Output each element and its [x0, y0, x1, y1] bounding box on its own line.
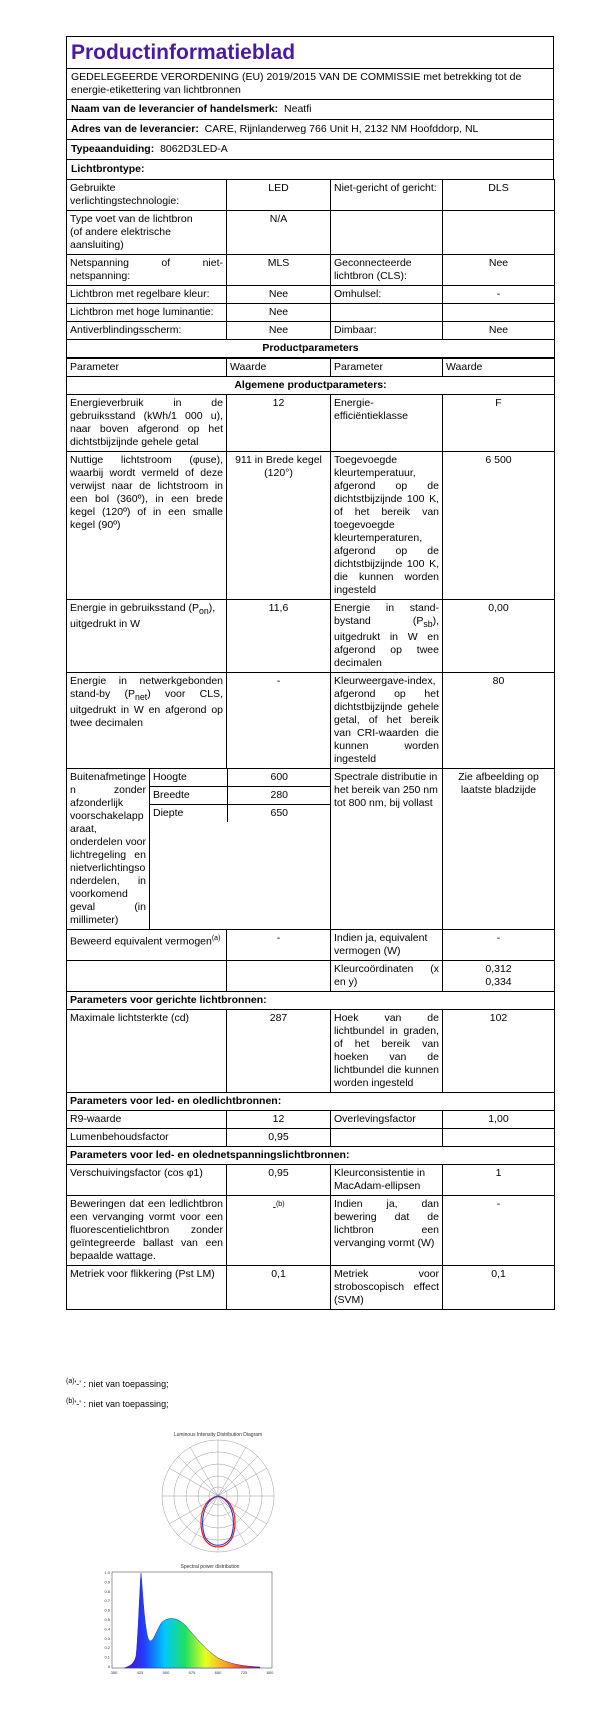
table-row [67, 1111, 555, 1129]
spd-ytick-label: 0 [107, 1664, 110, 1669]
spd-xtick-label: 725 [240, 1670, 248, 1675]
dimensions-table [150, 769, 331, 822]
spd-value: Zie afbeelding op laatste bladzijde [443, 769, 555, 930]
product-parameters-table [66, 358, 555, 1310]
class-label: Energie-efficiëntieklasse [331, 395, 443, 452]
psb-value: 0,00 [443, 600, 555, 673]
directional-label: Niet-gericht of gericht: [331, 180, 443, 211]
high-luminance-label: Lichtbron met hoge luminantie: [67, 304, 227, 322]
pon-label: Energie in gebruiksstand $(P_{on})$, uitgedrukt in W [67, 600, 227, 673]
dim-name: Diepte [150, 805, 227, 823]
table-row [150, 787, 331, 805]
flicker-label: Metriek voor flikkering (Pst LM) [67, 1266, 227, 1310]
page-title: Productinformatieblad [71, 41, 296, 64]
empty-cell [227, 961, 331, 992]
lichtbrontype-row [66, 159, 554, 179]
mains-value: MLS [227, 255, 331, 286]
envelope-value: - [443, 286, 555, 304]
r9-label: R9-waarde [67, 1111, 227, 1129]
table-row [67, 992, 555, 1010]
spd-curve [124, 1573, 260, 1668]
footnotes [66, 1373, 169, 1413]
spd-ytick-label: 0.2 [104, 1645, 110, 1651]
empty-cell [67, 961, 227, 992]
spd-ytick-label: 0.6 [104, 1607, 110, 1613]
survival-label: Overlevingsfactor [331, 1111, 443, 1129]
stroboscopic-label: Metriek voor stroboscopisch effect (SVM) [331, 1266, 443, 1310]
flicker-value: 0,1 [227, 1266, 331, 1310]
table-row [67, 769, 555, 930]
table-row [67, 255, 555, 286]
table-row [150, 805, 331, 823]
spd-xtick-label: 425 [136, 1670, 144, 1675]
spd-ytick-label: 0.3 [104, 1635, 110, 1641]
table-row [67, 180, 555, 211]
led-header: Parameters voor led- en oledlichtbronnen: [67, 1093, 555, 1111]
dimmable-label: Dimbaar: [331, 322, 443, 340]
empty-cell [443, 211, 555, 255]
light-source-type-table [66, 179, 555, 358]
replacement-claim-value: -$^{(b)}$ [227, 1196, 331, 1266]
class-value: F [443, 395, 555, 452]
spd-ytick-label: 0.9 [104, 1579, 110, 1585]
dimensions-label: Buitenafmetingen zonder afzonderlijk voorschakelapparaat, onderdelen voor lichtregeling en nietverlichtingsonderdelen, in voorkomend geval (in millimeter) [67, 769, 150, 930]
cap-type-value: N/A [227, 211, 331, 255]
table-row [67, 452, 555, 600]
led-mains-header: Parameters voor led- en olednetspanningslichtbronnen: [67, 1147, 555, 1165]
psb-label: Energie in stand-bystand $(P_{sb})$, uitgedrukt in W en afgerond op twee decimalen [331, 600, 443, 673]
pnet-value: - [227, 673, 331, 769]
table-row [67, 1266, 555, 1310]
macadam-label: Kleurconsistentie in MacAdam-ellipsen [331, 1165, 443, 1196]
table-row [67, 286, 555, 304]
dim-value: 280 [227, 787, 331, 805]
anti-glare-value: Nee [227, 322, 331, 340]
spd-xtick-label: 500 [162, 1670, 170, 1675]
col-value-2: Waarde [443, 359, 555, 377]
table-row [67, 930, 555, 961]
table-row [67, 211, 555, 255]
if-yes-label: Indien ja, dan bewering dat de lichtbron een vervanging vormt (W) [331, 1196, 443, 1266]
product-parameters-header: Productparameters [67, 340, 555, 358]
spd-ytick-label: 0.8 [104, 1588, 110, 1594]
dim-name: Breedte [150, 787, 227, 805]
stroboscopic-value: 0,1 [443, 1266, 555, 1310]
chromaticity-value: 0,312 0,334 [443, 961, 555, 992]
table-row [67, 322, 555, 340]
spd-xtick-label: 350 [110, 1670, 118, 1675]
empty-cell [331, 304, 443, 322]
anti-glare-label: Antiverblindingsscherm: [67, 322, 227, 340]
peak-intensity-label: Maximale lichtsterkte (cd) [67, 1010, 227, 1093]
cri-value: 80 [443, 673, 555, 769]
spd-ytick-label: 0.7 [104, 1598, 110, 1604]
empty-cell [443, 304, 555, 322]
equiv-power-value: - [443, 930, 555, 961]
spd-title: Spectral power distribution [180, 1564, 240, 1570]
type-row [66, 139, 554, 159]
peak-intensity-value: 287 [227, 1010, 331, 1093]
cap-type-label: Type voet van de lichtbron (of andere elektrische aansluiting) [67, 211, 227, 255]
table-row [67, 961, 555, 992]
cct-label: Toegevoegde kleurtemperatuur, afgerond op de dichtstbijzijnde 100 K, of het bereik van toegevoegde kleurtemperaturen, afgerond op de dichtstbijzijnde 100 K, die kunnen worden ingesteld [331, 452, 443, 600]
spd-xtick-label: 650 [214, 1670, 222, 1675]
chromaticity-label: Kleurcoördinaten (x en y) [331, 961, 443, 992]
general-params-header: Algemene productparameters: [67, 377, 555, 395]
dimmable-value: Nee [443, 322, 555, 340]
title-box [66, 36, 554, 68]
polar-diagram-title: Luminous Intensity Distribution Diagram [173, 1432, 263, 1438]
supplier-row [66, 99, 554, 119]
table-row [150, 769, 331, 787]
spd-ytick-label: 1.0 [104, 1570, 110, 1575]
table-row [67, 340, 555, 358]
dim-name: Hoogte [150, 769, 227, 787]
cct-value: 6 500 [443, 452, 555, 600]
table-row [67, 1165, 555, 1196]
tech-value: LED [227, 180, 331, 211]
flux-value: 911 in Brede kegel (120°) [227, 452, 331, 600]
if-yes-value: - [443, 1196, 555, 1266]
tech-label: Gebruikte verlichtingstechnologie: [67, 180, 227, 211]
col-parameter-2: Parameter [331, 359, 443, 377]
table-row [67, 1129, 555, 1147]
regulation-intro: GEDELEGEERDE VERORDENING (EU) 2019/2015 VAN DE COMMISSIE met betrekking tot de energie-etikettering van lichtbronnen [66, 68, 554, 99]
address-value: CARE, Rijnlanderweg 766 Unit H, 2132 NM Hoofddorp, NL [204, 123, 479, 135]
cos-phi-label: Verschuivingsfactor (cos φ1) [67, 1165, 227, 1196]
table-row [67, 1010, 555, 1093]
high-luminance-value: Nee [227, 304, 331, 322]
spd-label: Spectrale distributie in het bereik van 250 nm tot 800 nm, bij vollast [331, 769, 443, 930]
directional-value: DLS [443, 180, 555, 211]
luminous-intensity-diagram [138, 1428, 298, 1563]
spd-ytick-label: 0.5 [104, 1617, 110, 1622]
lumen-maintenance-label: Lumenbehoudsfactor [67, 1129, 227, 1147]
col-value: Waarde [227, 359, 331, 377]
lichtbrontype-label: Lichtbrontype: [71, 163, 145, 175]
table-row [67, 395, 555, 452]
cls-label: Geconnecteerde lichtbron (CLS): [331, 255, 443, 286]
empty-cell [331, 1129, 443, 1147]
table-row [67, 359, 555, 377]
survival-value: 1,00 [443, 1111, 555, 1129]
empty-cell [331, 211, 443, 255]
beam-angle-label: Hoek van de lichtbundel in graden, of het bereik van hoeken van de lichtbundel die kunnen worden ingesteld [331, 1010, 443, 1093]
table-row [67, 1093, 555, 1111]
beam-angle-value: 102 [443, 1010, 555, 1093]
r9-value: 12 [227, 1111, 331, 1129]
empty-cell [443, 1129, 555, 1147]
tunable-value: Nee [227, 286, 331, 304]
table-row [67, 377, 555, 395]
dimensions-cell [150, 769, 331, 930]
footnote-b: $^{(b)}$'-' : niet van toepassing; [66, 1398, 169, 1409]
supplier-value: Neatfi [284, 103, 312, 115]
energy-label: Energieverbruik in de gebruiksstand (kWh/1 000 u), naar boven afgerond op het dichtstbijzijnde gehele getal [67, 395, 227, 452]
footnote-a: $^{(a)}$'-' : niet van toepassing; [66, 1378, 169, 1389]
claimed-power-value: - [227, 930, 331, 961]
replacement-claim-label: Beweringen dat een ledlichtbron een vervanging vormt voor een fluorescentielichtbron zonder geïntegreerde ballast van een bepaalde wattage. [67, 1196, 227, 1266]
macadam-value: 1 [443, 1165, 555, 1196]
flux-label: Nuttige lichtstroom (φuse), waarbij wordt vermeld of deze verwijst naar de lichtstroom in een bol (360º), in een brede kegel (120º) of in een smalle kegel (90º) [67, 452, 227, 600]
type-value: 8062D3LED-A [160, 143, 228, 155]
mains-label: Netspanning of niet-netspanning: [67, 255, 227, 286]
energy-value: 12 [227, 395, 331, 452]
address-label: Adres van de leverancier: [71, 123, 199, 135]
lumen-maintenance-value: 0,95 [227, 1129, 331, 1147]
equiv-power-label: Indien ja, equivalent vermogen (W) [331, 930, 443, 961]
table-row [67, 600, 555, 673]
table-row [67, 673, 555, 769]
cos-phi-value: 0,95 [227, 1165, 331, 1196]
spd-ytick-label: 0.1 [104, 1654, 110, 1660]
col-parameter: Parameter [67, 359, 227, 377]
spectral-power-distribution [100, 1560, 290, 1680]
dim-value: 600 [227, 769, 331, 787]
claimed-power-label: Beweerd equivalent vermogen$^{(a)}$ [67, 930, 227, 961]
spd-ytick-label: 0.4 [104, 1626, 110, 1632]
spd-xtick-label: 800 [266, 1670, 274, 1675]
cri-label: Kleurweergave-index, afgerond op het dichtstbijzijnde gehele getal, of het bereik van CRI-waarden die kunnen worden ingesteld [331, 673, 443, 769]
supplier-label: Naam van de leverancier of handelsmerk: [71, 103, 279, 115]
table-row [67, 1196, 555, 1266]
dim-value: 650 [270, 807, 289, 820]
type-label: Typeaanduiding: [71, 143, 155, 155]
cls-value: Nee [443, 255, 555, 286]
table-row [67, 304, 555, 322]
table-row [67, 1147, 555, 1165]
directional-header: Parameters voor gerichte lichtbronnen: [67, 992, 555, 1010]
envelope-label: Omhulsel: [331, 286, 443, 304]
pnet-label: Energie in netwerkgebonden stand-by $(P_{net})$ voor CLS, uitgedrukt in W en afgerond op twee decimalen [67, 673, 227, 769]
address-row [66, 119, 554, 139]
pon-value: 11,6 [227, 600, 331, 673]
tunable-label: Lichtbron met regelbare kleur: [67, 286, 227, 304]
product-information-sheet [66, 36, 554, 1310]
spd-xtick-label: 575 [188, 1670, 196, 1675]
